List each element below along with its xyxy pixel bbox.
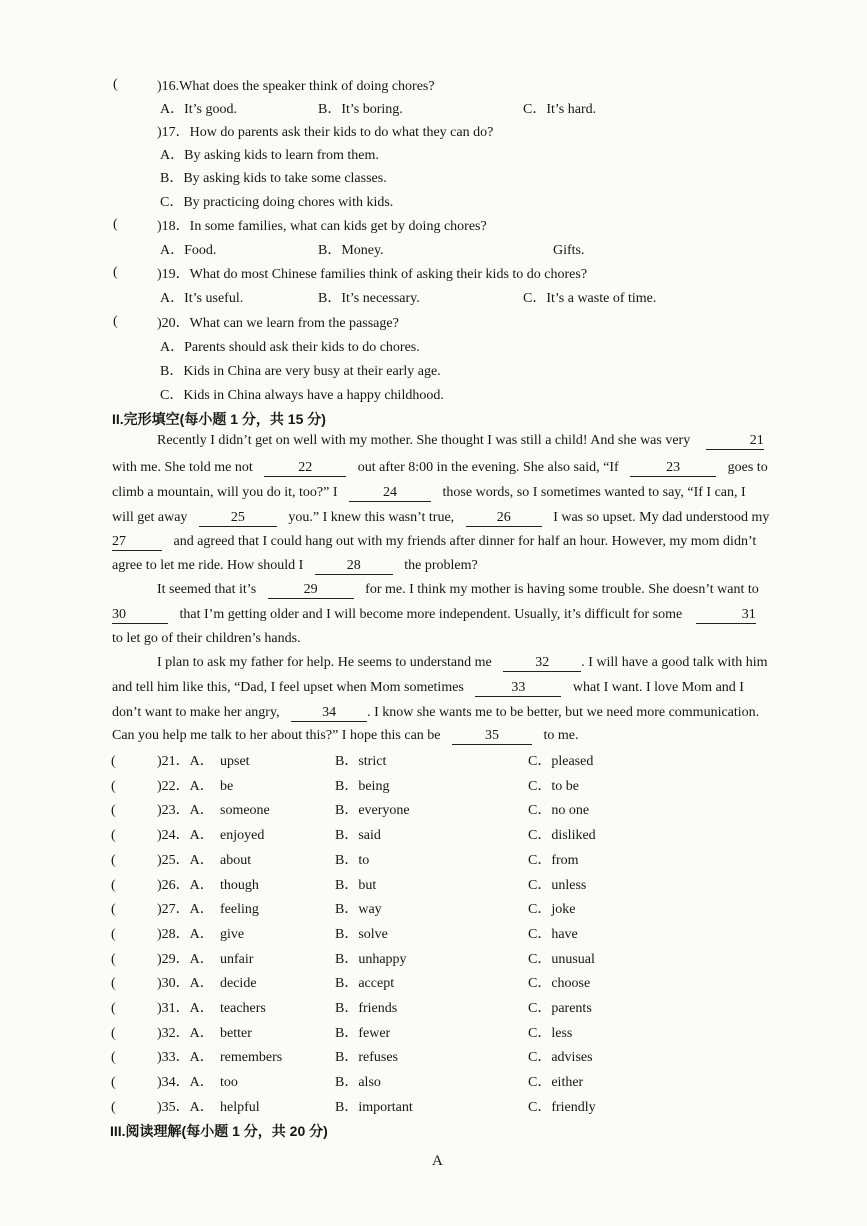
blank-27: 27 (112, 534, 162, 551)
option-a: feeling (220, 902, 259, 917)
option-c: C．joke (528, 902, 576, 917)
option-c: C．advises (528, 1050, 593, 1065)
passage-line (112, 459, 768, 477)
option-a: teachers (220, 1001, 266, 1016)
passage-line (112, 509, 769, 527)
blank-34: 34 (291, 705, 367, 722)
option-a: enjoyed (220, 828, 265, 843)
option-a: helpful (220, 1100, 260, 1115)
q18-option-a: A．Food. (160, 243, 217, 258)
answer-paren: ( (111, 927, 116, 942)
answer-paren: ( (111, 1026, 116, 1041)
option-b: B．friends (335, 1001, 398, 1016)
text: what I want. I love Mom and I (572, 680, 744, 695)
passage-line (112, 679, 744, 697)
blank-31: 31 (696, 607, 756, 624)
option-c: C．unless (528, 878, 587, 893)
q17-option-a: A．By asking kids to learn from them. (160, 148, 379, 163)
text: I plan to ask my father for help. He seems to understand me (157, 655, 492, 670)
answer-paren: ( (111, 902, 116, 917)
option-b: B．to (335, 853, 370, 868)
blank-24: 24 (349, 485, 431, 502)
text: to let go of their children’s hands. (112, 631, 301, 646)
option-a: decide (220, 976, 257, 991)
blank-23: 23 (630, 460, 716, 477)
option-number: )30．A． (157, 976, 214, 991)
option-b: B．but (335, 878, 377, 893)
text: those words, so I sometimes wanted to say, “If I can, I (442, 485, 746, 500)
option-c: C．no one (528, 803, 590, 818)
option-a: give (220, 927, 245, 942)
option-c: C．less (528, 1026, 573, 1041)
passage-label: A (432, 1153, 443, 1169)
text: Can you help me talk to her about this?” I hope this can be (112, 728, 441, 743)
option-a: better (220, 1026, 252, 1041)
q17-option-b: B．By asking kids to take some classes. (160, 171, 387, 186)
blank-33: 33 (475, 680, 561, 697)
option-b: B．important (335, 1100, 413, 1115)
option-number: )33．A． (157, 1050, 214, 1065)
text: agree to let me ride. How should I (112, 558, 304, 573)
option-c: C．either (528, 1075, 584, 1090)
question-16-stem: )16.What does the speaker think of doing chores? (157, 79, 435, 94)
text: the problem? (404, 558, 478, 573)
question-18-stem: )18．In some families, what can kids get by doing chores? (157, 219, 487, 234)
text: don’t want to make her angry, (112, 705, 280, 720)
option-c: C．parents (528, 1001, 592, 1016)
passage-line (112, 557, 478, 575)
option-number: )21．A． (157, 754, 214, 769)
text: and tell him like this, “Dad, I feel upset when Mom sometimes (112, 680, 464, 695)
option-b: B．strict (335, 754, 387, 769)
text: climb a mountain, will you do it, too?” I (112, 485, 338, 500)
text: and agreed that I could hang out with my friends after dinner for half an hour. However, my mom didn’t (173, 534, 757, 549)
option-number: )35．A． (157, 1100, 214, 1115)
q16-option-c: C．It’s hard. (523, 102, 597, 117)
question-19-stem: )19．What do most Chinese families think of asking their kids to do chores? (157, 267, 588, 282)
option-number: )28．A． (157, 927, 214, 942)
passage-line (112, 704, 759, 722)
text: . I will have a good talk with him (581, 655, 768, 670)
option-b: B．being (335, 779, 390, 794)
text: that I’m getting older and I will become more independent. Usually, it’s difficult for some (179, 607, 683, 622)
passage-line (157, 581, 759, 599)
answer-paren: ( (111, 1075, 116, 1090)
text: for me. I think my mother is having some trouble. She doesn’t want to (365, 582, 759, 597)
option-b: B．unhappy (335, 952, 407, 967)
section-heading: II.完形填空(每小题 1 分，共 15 分) (112, 411, 326, 427)
blank-25: 25 (199, 510, 277, 527)
text: you.” I knew this wasn’t true, (288, 510, 455, 525)
option-number: )24．A． (157, 828, 214, 843)
option-a: someone (220, 803, 270, 818)
option-number: )22．A． (157, 779, 214, 794)
answer-paren: ( (111, 952, 116, 967)
answer-paren: ( (111, 976, 116, 991)
option-c: C．unusual (528, 952, 595, 967)
question-20-stem: )20．What can we learn from the passage? (157, 316, 399, 331)
option-b: B．solve (335, 927, 388, 942)
text: . I know she wants me to be better, but we need more communication. (367, 705, 760, 720)
text: It seemed that it’s (157, 582, 257, 597)
option-number: )26．A． (157, 878, 214, 893)
text: I was so upset. My dad understood my (553, 510, 770, 525)
passage-line (112, 630, 301, 648)
blank-35: 35 (452, 728, 532, 745)
answer-paren: ( (111, 1001, 116, 1016)
option-b: B．also (335, 1075, 381, 1090)
q19-option-b: B．It’s necessary. (318, 291, 420, 306)
option-c: C．have (528, 927, 578, 942)
option-number: )23．A． (157, 803, 214, 818)
option-a: too (220, 1075, 238, 1090)
text: will get away (112, 510, 188, 525)
q20-option-a: A．Parents should ask their kids to do chores. (160, 340, 420, 355)
passage-line (157, 432, 764, 450)
text: goes to (727, 460, 768, 475)
option-a: upset (220, 754, 250, 769)
blank-30: 30 (112, 607, 168, 624)
answer-paren: ( (111, 779, 116, 794)
answer-paren: ( (113, 265, 118, 280)
answer-paren: ( (111, 828, 116, 843)
option-number: )25．A． (157, 853, 214, 868)
q20-option-b: B．Kids in China are very busy at their early age. (160, 364, 441, 379)
option-c: C．pleased (528, 754, 594, 769)
blank-21: 21 (706, 433, 764, 450)
blank-29: 29 (268, 582, 354, 599)
q19-option-a: A．It’s useful. (160, 291, 244, 306)
q17-option-c: C．By practicing doing chores with kids. (160, 195, 394, 210)
option-number: )29．A． (157, 952, 214, 967)
question-17-stem: )17．How do parents ask their kids to do what they can do? (157, 125, 494, 140)
answer-paren: ( (111, 878, 116, 893)
section-heading: III.阅读理解(每小题 1 分，共 20 分) (110, 1123, 328, 1139)
answer-paren: ( (113, 217, 118, 232)
blank-28: 28 (315, 558, 393, 575)
option-c: C．choose (528, 976, 591, 991)
option-c: C．from (528, 853, 579, 868)
text: Recently I didn’t get on well with my mother. She thought I was still a child! And she was very (157, 433, 691, 448)
answer-paren: ( (111, 803, 116, 818)
option-b: B．said (335, 828, 381, 843)
option-number: )32．A． (157, 1026, 214, 1041)
option-a: be (220, 779, 234, 794)
option-c: C．to be (528, 779, 579, 794)
option-a: remembers (220, 1050, 283, 1065)
q18-option-c: Gifts. (553, 243, 585, 258)
text: out after 8:00 in the evening. She also said, “If (357, 460, 619, 475)
passage-line (112, 606, 756, 624)
text: with me. She told me not (112, 460, 253, 475)
answer-paren: ( (111, 853, 116, 868)
q16-option-a: A．It’s good. (160, 102, 237, 117)
passage-line (112, 484, 746, 502)
q20-option-c: C．Kids in China always have a happy childhood. (160, 388, 444, 403)
answer-paren: ( (113, 77, 118, 92)
answer-paren: ( (111, 1050, 116, 1065)
blank-32: 32 (503, 655, 581, 672)
option-c: C．friendly (528, 1100, 596, 1115)
blank-26: 26 (466, 510, 542, 527)
q16-option-b: B．It’s boring. (318, 102, 403, 117)
option-a: unfair (220, 952, 254, 967)
answer-paren: ( (111, 754, 116, 769)
q19-option-c: C．It’s a waste of time. (523, 291, 657, 306)
option-b: B．refuses (335, 1050, 398, 1065)
option-b: B．everyone (335, 803, 410, 818)
answer-paren: ( (113, 314, 118, 329)
blank-22: 22 (264, 460, 346, 477)
option-number: )31．A． (157, 1001, 214, 1016)
text: to me. (543, 728, 579, 743)
answer-paren: ( (111, 1100, 116, 1115)
option-number: )27．A． (157, 902, 214, 917)
option-number: )34．A． (157, 1075, 214, 1090)
q18-option-b: B．Money. (318, 243, 384, 258)
passage-line (157, 654, 768, 672)
option-b: B．accept (335, 976, 395, 991)
option-b: B．way (335, 902, 382, 917)
passage-line (112, 727, 579, 745)
passage-line (112, 533, 756, 551)
option-a: about (220, 853, 252, 868)
option-b: B．fewer (335, 1026, 391, 1041)
option-a: though (220, 878, 259, 893)
option-c: C．disliked (528, 828, 596, 843)
